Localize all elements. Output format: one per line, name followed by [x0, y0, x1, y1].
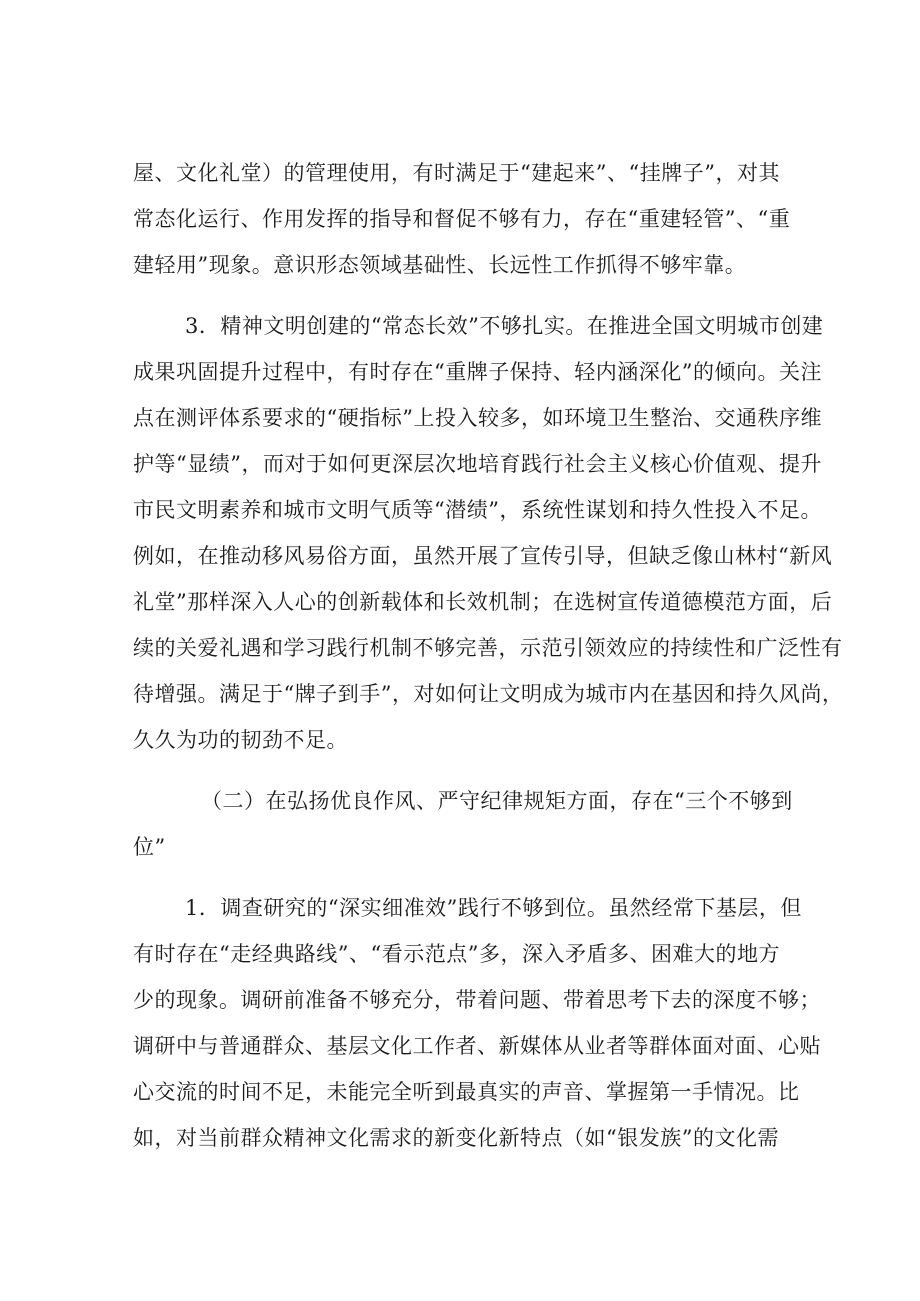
paragraph-line: 屋、文化礼堂）的管理使用，有时满足于“建起来”、“挂牌子”，对其 — [133, 161, 780, 185]
paragraph-line: 护等“显绩”，而对于如何更深层次地培育践行社会主义核心价值观、提升 — [133, 452, 822, 476]
paragraph-line: 常态化运行、作用发挥的指导和督促不够有力，存在“重建轻管”、“重 — [133, 207, 791, 231]
paragraph-line: 成果巩固提升过程中，有时存在“重牌子保持、轻内涵深化”的倾向。关注 — [133, 360, 822, 384]
paragraph-line: 建轻用”现象。意识形态领域基础性、长远性工作抓得不够牢靠。 — [133, 253, 747, 277]
paragraph-line: 心交流的时间不足，未能完全听到最真实的声音、掌握第一手情况。比 — [133, 1080, 800, 1104]
paragraph-line: 如，对当前群众精神文化需求的新变化新特点（如“银发族”的文化需 — [133, 1126, 779, 1150]
paragraph-line: 1．调查研究的“深实细准效”践行不够到位。虽然经常下基层，但 — [185, 896, 802, 920]
paragraph-line: 点在测评体系要求的“硬指标”上投入较多，如环境卫生整治、交通秩序维 — [133, 406, 822, 430]
section-heading: 位” — [133, 835, 166, 859]
paragraph-line: 调研中与普通群众、基层文化工作者、新媒体从业者等群体面对面、心贴 — [133, 1034, 821, 1058]
paragraph-line: 3．精神文明创建的“常态长效”不够扎实。在推进全国文明城市创建 — [185, 314, 824, 338]
paragraph-line: 市民文明素养和城市文明气质等“潜绩”，系统性谋划和持久性投入不足。 — [133, 498, 822, 522]
paragraph-line: 待增强。满足于“牌子到手”，对如何让文明成为城市内在基因和持久风尚， — [133, 682, 844, 706]
paragraph-line: 久久为功的韧劲不足。 — [133, 728, 348, 752]
paragraph-line: 有时存在“走经典路线”、“看示范点”多，深入矛盾多、困难大的地方 — [133, 942, 780, 966]
section-heading: （二）在弘扬优良作风、严守纪律规矩方面，存在“三个不够到 — [201, 789, 793, 813]
paragraph-line: 礼堂”那样深入人心的创新载体和长效机制；在选树宣传道德模范方面，后 — [133, 590, 833, 614]
paragraph-line: 少的现象。调研前准备不够充分，带着问题、带着思考下去的深度不够； — [133, 988, 821, 1012]
paragraph-line: 例如，在推动移风易俗方面，虽然开展了宣传引导，但缺乏像山林村“新风 — [133, 544, 833, 568]
paragraph-line: 续的关爱礼遇和学习践行机制不够完善，示范引领效应的持续性和广泛性有 — [133, 636, 843, 660]
